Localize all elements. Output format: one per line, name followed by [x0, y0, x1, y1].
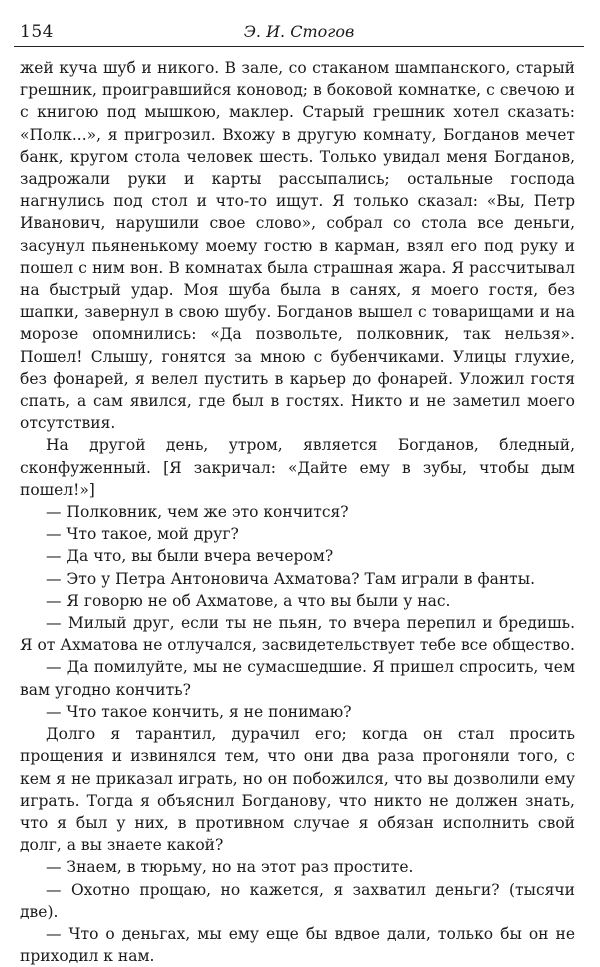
dialogue-line: — Милый друг, если ты не пьян, то вчера перепил и бредишь. Я от Ахматова не отлучался, засвидетельствует тебе все общество. [20, 614, 575, 655]
dialogue-line: — Охотно прощаю, но кажется, я захватил деньги? (тысячи две). [20, 880, 575, 921]
dialogue-line: — Да помилуйте, мы не сумасшедшие. Я пришел спросить, чем вам угодно кончить? [20, 658, 575, 699]
dialogue-line: — Что такое, мой друг? [46, 525, 239, 544]
page-number: 154 [20, 22, 54, 42]
dialogue-line: — Полковник, чем же это кончится? [46, 503, 349, 522]
paragraph: жей куча шуб и никого. В зале, со стаканом шампанского, старый грешник, проигравшийся коновод; в боковой комнатке, с свечою и с книгою под мышкою, маклер. Старый грешник хотел сказать: «Полк...», я пригрозил. Вхожу в другую комнату, Богданов мечет банк, кругом стола человек шесть. Только увидал меня Богданов, задрожали руки и карты рассыпались; остальные господа нагнулись под стол и что-то ищут. Я только сказал: «Вы, Петр Иванович, нарушили свое слово», собрал со стола все деньги, засунул пьяненькому моему гостю в карман, взял его под руку и пошел с ним вон. В комнатах была страшная жара. Я рассчитывал на быстрый удар. Моя шуба была в санях, я моего гостя, без шапки, завернул в свою шубу. Богданов вышел с товарищами и на морозе опомнились: «Да позвольте, полковник, так нельзя». Пошел! Слышу, гонятся за мною с бубенчиками. Улицы глухие, без фонарей, я велел пустить в карьер до фонарей. Уложил гостя спать, а сам явился, где был в гостях. Никто и не заметил моего отсутствия. [20, 59, 575, 433]
page-header [14, 22, 584, 47]
dialogue-line: — Что такое кончить, я не понимаю? [46, 702, 352, 721]
body-text [20, 57, 575, 967]
running-head: Э. И. Стогов [243, 22, 355, 41]
dialogue-line: — Знаем, в тюрьму, но на этот раз простите. [46, 858, 414, 877]
dialogue-line: — Я говорю не об Ахматове, а что вы были у нас. [46, 591, 451, 610]
dialogue-line: — Да что, вы были вчера вечером? [46, 547, 334, 566]
paragraph: На другой день, утром, является Богданов, бледный, сконфуженный. [Я закричал: «Дайте ему в зубы, чтобы дым пошел!»] [20, 436, 575, 499]
paragraph: Долго я тарантил, дурачил его; когда он стал просить прощения и извинялся тем, что они два раза прогоняли того, с кем я не приказал играть, но он побожился, что вы дозволили ему играть. Тогда я объяснил Богданову, что никто не должен знать, что я был у них, в противном случае я обязан исполнить свой долг, а вы знаете какой? [20, 725, 575, 855]
dialogue-line: — Что о деньгах, мы ему еще бы вдвое дали, только бы он не приходил к нам. [20, 924, 575, 966]
dialogue-line: — Это у Петра Антоновича Ахматова? Там играли в фанты. [46, 569, 535, 588]
